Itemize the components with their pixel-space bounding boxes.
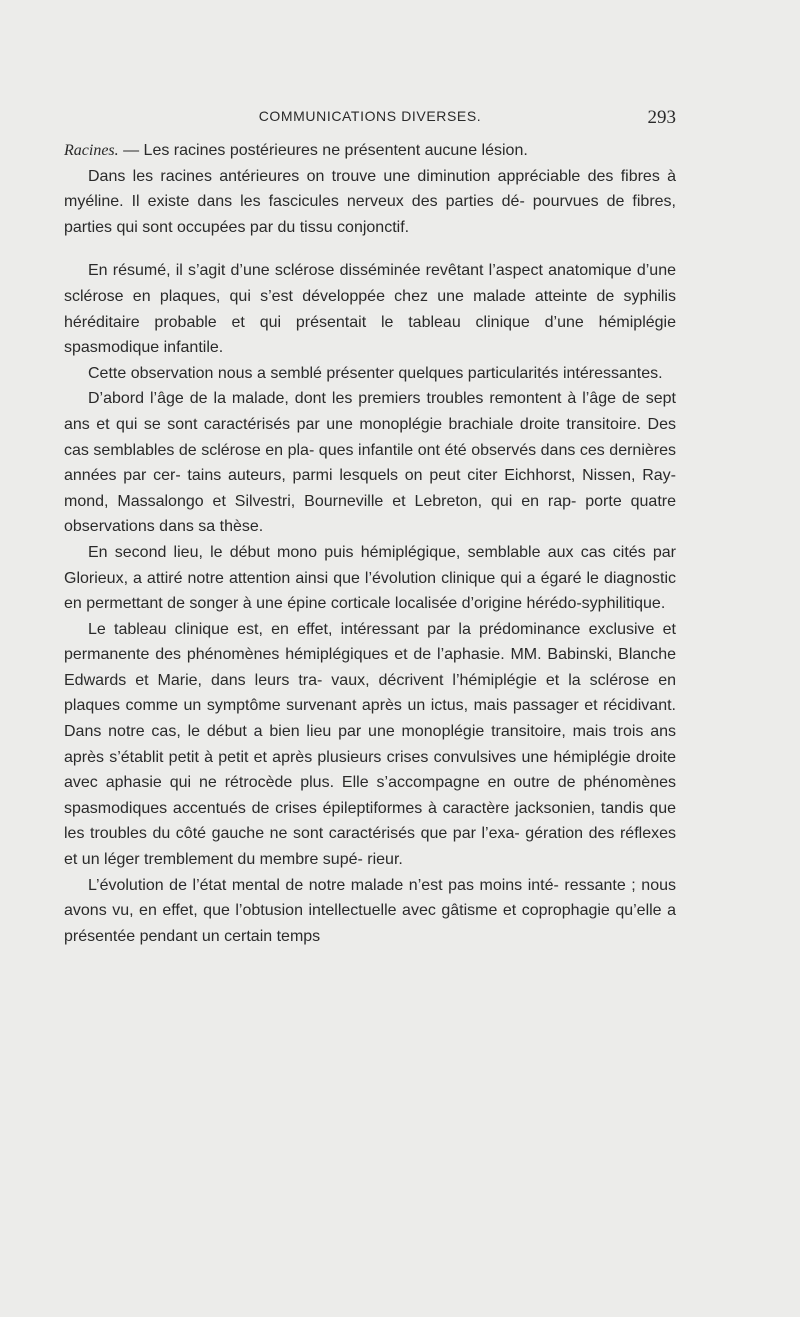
paragraph: En second lieu, le début mono puis hémiplégique, semblable aux cas cités par Glorieux, a attiré notre attention ainsi que l’évolution clinique qui a égaré le diagnostic en permettant de songer à une épine corticale localisée d’origine hérédo-syphilitique. — [64, 543, 676, 613]
book-page — [64, 108, 676, 949]
body-text — [64, 138, 676, 949]
paragraph-resume: En résumé, il s’agit d’une sclérose disséminée revêtant l’aspect anatomique d’une sclérose en plaques, qui s’est développée chez une malade atteinte de syphilis héréditaire probable et qui présentait le tableau clinique d’une hémiplégie spasmodique infantile. — [64, 262, 676, 357]
paragraph: D’abord l’âge de la malade, dont les premiers troubles remontent à l’âge de sept ans et qui se sont caractérisés par une monoplégie brachiale droite transitoire. Des cas semblables de sclérose en pla- ques infantile ont été observés dans ces dernières années par cer- tains auteurs, parmi lesquels on peut citer Eichhorst, Nissen, Ray- mond, Massalongo et Silvestri, Bourneville et Lebreton, qui en rap- porte quatre observations dans sa thèse. — [64, 390, 676, 536]
running-header — [64, 108, 676, 138]
paragraph-racines — [64, 138, 676, 164]
paragraph-text: — Les racines postérieures ne présentent aucune lésion. — [118, 142, 528, 159]
paragraph: Cette observation nous a semblé présenter quelques particularités intéressantes. — [88, 364, 663, 382]
section-lead: Racines. — [64, 142, 119, 159]
header-title: COMMUNICATIONS DIVERSES. — [258, 108, 482, 124]
paragraph: L’évolution de l’état mental de notre malade n’est pas moins inté- ressante ; nous avons vu, en effet, que l’obtusion intellectuelle avec gâtisme et coprophagie qu’elle a présentée pendant un certain temps — [64, 876, 676, 945]
paragraph: Dans les racines antérieures on trouve une diminution appréciable des fibres à myéline. Il existe dans les fascicules nerveux des parties dé- pourvues de fibres, parties qui sont occupées par du tissu conjonctif. — [64, 167, 676, 236]
page-number: 293 — [647, 107, 676, 128]
paragraph: Le tableau clinique est, en effet, intéressant par la prédominance exclusive et permanente des phénomènes hémiplégiques et de l’aphasie. MM. Babinski, Blanche Edwards et Marie, dans leurs tra- vaux, décrivent l’hémiplégie et la sclérose en plaques comme un symptôme survenant après un ictus, mais passager et récidivant. Dans notre cas, le début a bien lieu par une monoplégie transitoire, mais trois ans après s’établit petit à petit et après plusieurs crises convulsives une hémiplégie droite avec aphasie qui ne rétrocède plus. Elle s’accompagne en outre de phénomènes spasmodiques accentués de crises épileptiformes à caractère jacksonien, tandis que les troubles du côté gauche ne sont caractérisés que par l’exa- gération des réflexes et un léger tremblement du membre supé- rieur. — [64, 620, 676, 869]
